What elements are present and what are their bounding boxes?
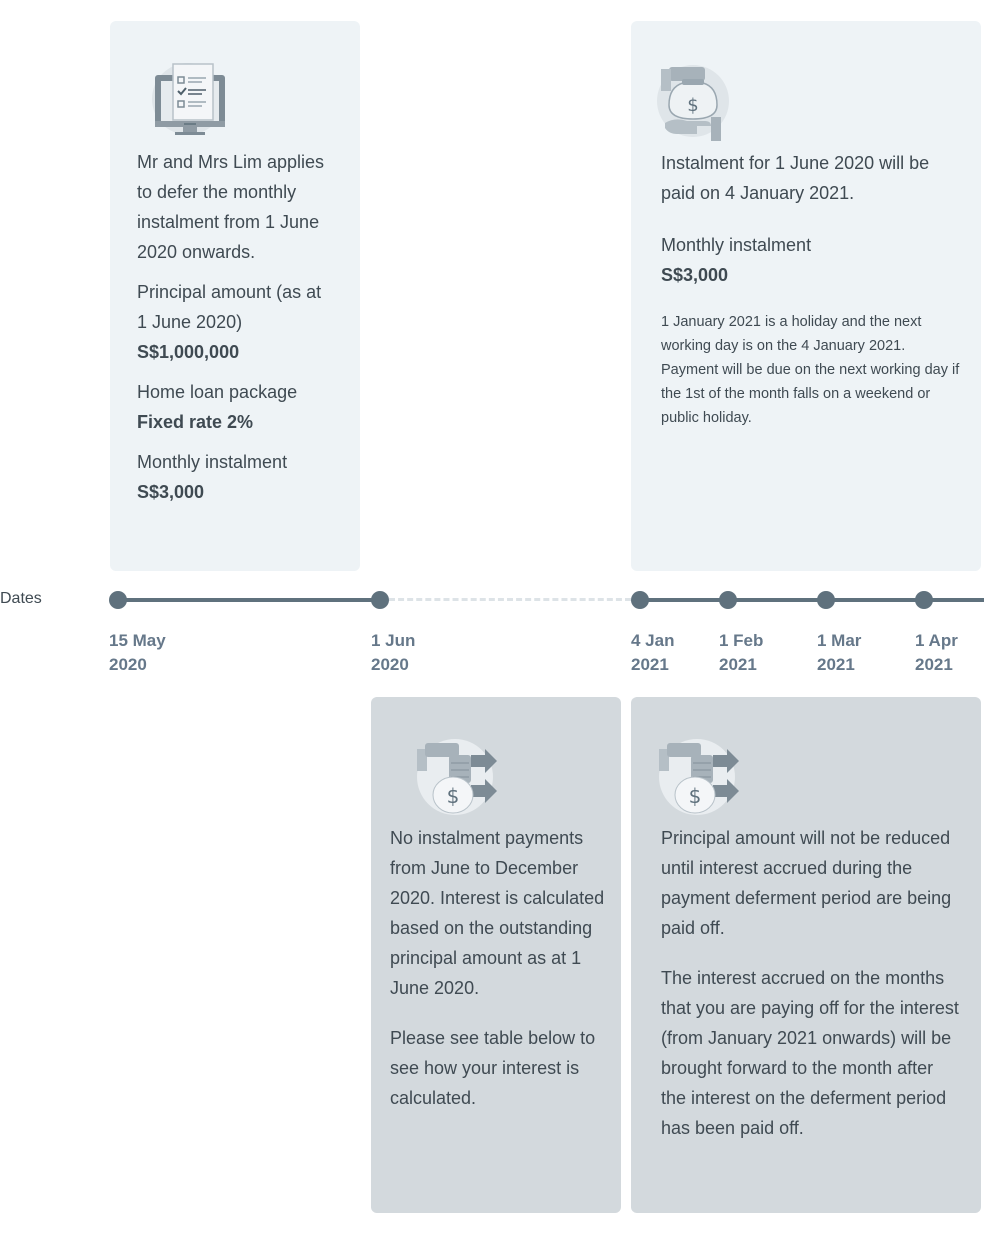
defer-description: Mr and Mrs Lim applies to defer the monthly instalment from 1 June 2020 onwards. [137, 152, 325, 262]
timeline-date-label [109, 629, 166, 677]
instalment-label: Monthly instalment [137, 452, 288, 472]
timeline-date-label [719, 629, 763, 677]
date-day: 1 Apr [915, 631, 958, 650]
principal-label: Principal amount (as at 1 June 2020) [137, 282, 322, 332]
table-note: Please see table below to see how your interest is calculated. [390, 1028, 596, 1108]
svg-text:$: $ [687, 95, 699, 116]
deferment-description: No instalment payments from June to December 2020. Interest is calculated based on the outstanding principal amount as at 1 June 2020. [390, 828, 605, 998]
timeline-dot [371, 591, 389, 609]
first-payment-description: Instalment for 1 June 2020 will be paid on 4 January 2021. [661, 153, 930, 203]
defer-application-card [110, 21, 360, 571]
timeline-dot [719, 591, 737, 609]
timeline-date-label [371, 629, 415, 677]
date-year: 2021 [817, 655, 855, 674]
interest-payoff-description: Principal amount will not be reduced until interest accrued during the payment deferment period are being paid off. [661, 828, 952, 938]
date-year: 2021 [719, 655, 757, 674]
timeline-date-label [631, 629, 674, 677]
hand-money-bag-icon [655, 61, 735, 141]
date-day: 1 Feb [719, 631, 764, 650]
principal-value: S$1,000,000 [137, 342, 240, 362]
timeline-dot [915, 591, 933, 609]
date-year: 2020 [109, 655, 147, 674]
axis-label: Dates [0, 590, 42, 607]
timeline-date-label [817, 629, 861, 677]
date-day: 1 Jun [371, 631, 416, 650]
date-year: 2021 [631, 655, 669, 674]
instalment-value: S$3,000 [661, 265, 729, 285]
computer-checklist-icon [150, 61, 230, 141]
timeline-date-label [915, 629, 958, 677]
timeline-dot [631, 591, 649, 609]
timeline-segment-dashed [389, 598, 631, 601]
date-year: 2021 [915, 655, 953, 674]
deferment-period-card [371, 697, 621, 1213]
date-year: 2020 [371, 655, 409, 674]
package-label: Home loan package [137, 382, 298, 402]
date-day: 1 Mar [817, 631, 862, 650]
instalment-value: S$3,000 [137, 482, 205, 502]
timeline-dot [817, 591, 835, 609]
interest-payoff-card [631, 697, 981, 1213]
deferred-payment-icon [415, 737, 499, 817]
date-day: 15 May [109, 631, 166, 650]
package-value: Fixed rate 2% [137, 412, 254, 432]
date-day: 4 Jan [631, 631, 675, 650]
instalment-label: Monthly instalment [661, 235, 812, 255]
svg-text:$: $ [688, 784, 702, 808]
timeline-dot [109, 591, 127, 609]
first-payment-card [631, 21, 981, 571]
holiday-note: 1 January 2021 is a holiday and the next working day is on the 4 January 2021. Payment will be due on the next working day if the 1st of the month falls on a weekend or public holiday. [661, 314, 960, 426]
svg-text:$: $ [446, 784, 460, 808]
interest-payoff-note: The interest accrued on the months that you are paying off for the interest (from January 2021 onwards) will be brought forward to the month after the interest on the deferment period has been paid off. [661, 968, 959, 1138]
deferred-payment-icon [657, 737, 741, 817]
timeline-segment-solid [118, 598, 380, 602]
